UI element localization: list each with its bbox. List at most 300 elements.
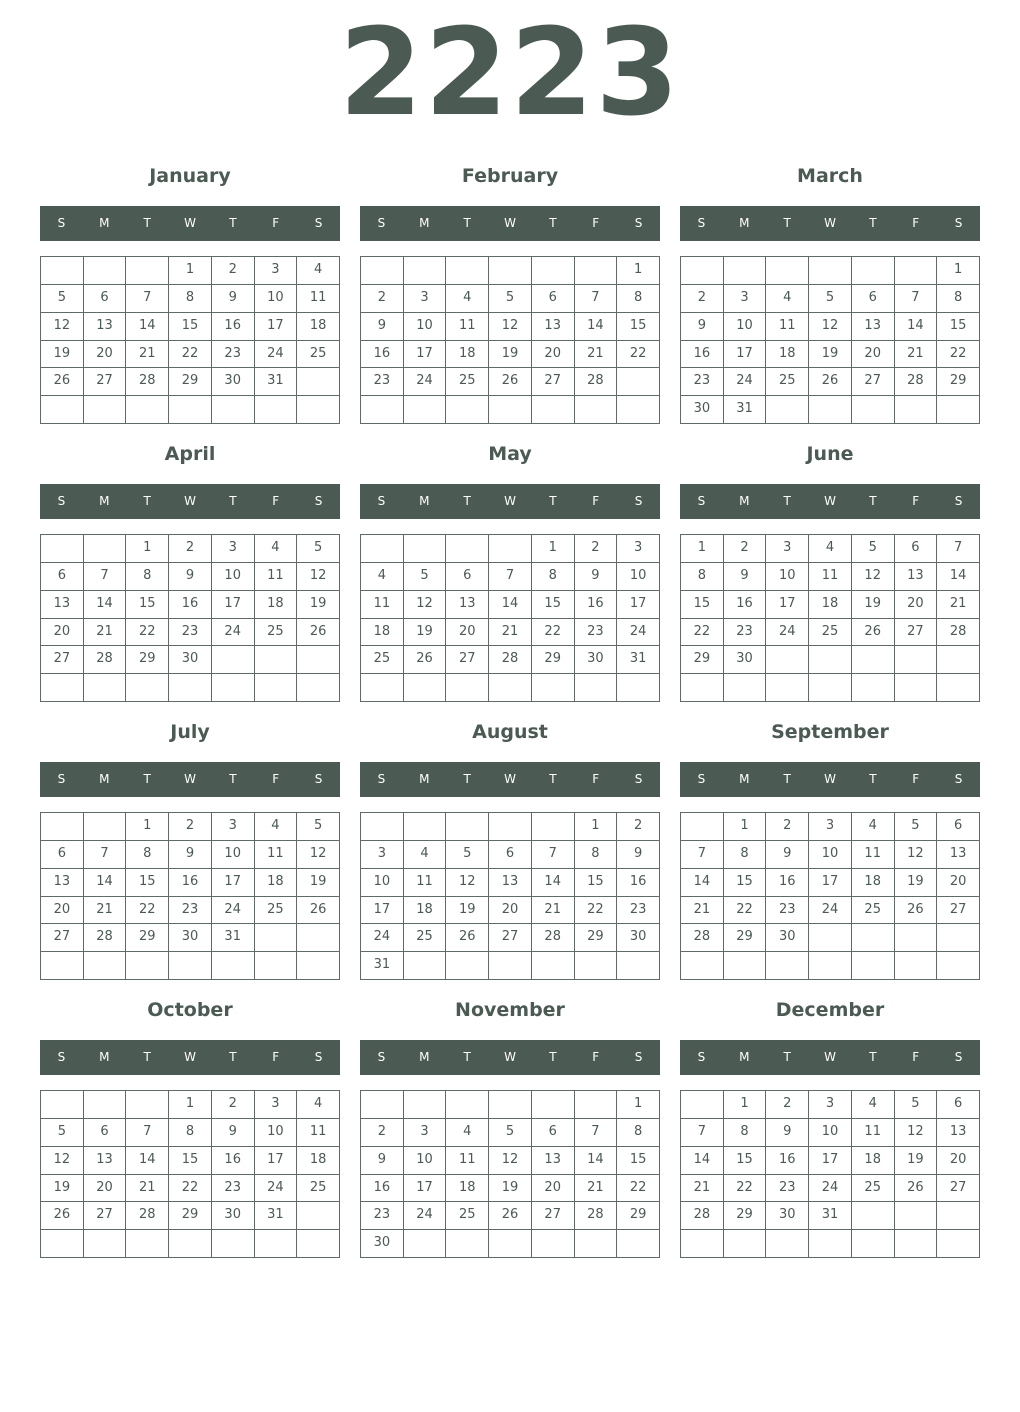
- day-cell: 14: [895, 313, 938, 341]
- day-cell: 14: [532, 869, 575, 897]
- day-cell: 2: [169, 535, 212, 563]
- weekday-label: M: [739, 216, 750, 230]
- day-cell: 18: [766, 341, 809, 369]
- day-cell: 20: [937, 869, 980, 897]
- month-name: January: [149, 165, 231, 187]
- empty-day-cell: [446, 535, 489, 563]
- day-cell: 27: [84, 1202, 127, 1230]
- day-cell: 5: [297, 535, 340, 563]
- empty-day-cell: [617, 396, 660, 424]
- day-cell: 27: [532, 1202, 575, 1230]
- weekday-header: [360, 484, 660, 519]
- day-cell: 15: [724, 869, 767, 897]
- day-cell: 4: [361, 563, 404, 591]
- day-cell: 18: [852, 869, 895, 897]
- day-cell: 20: [852, 341, 895, 369]
- day-cell: 3: [809, 1091, 852, 1119]
- day-cell: 8: [126, 841, 169, 869]
- day-cell: 7: [937, 535, 980, 563]
- day-cell: 2: [575, 535, 618, 563]
- empty-day-cell: [212, 674, 255, 702]
- empty-day-cell: [895, 952, 938, 980]
- day-cell: 6: [84, 285, 127, 313]
- day-cell: 16: [617, 869, 660, 897]
- day-cell: 1: [617, 1091, 660, 1119]
- day-cell: 19: [489, 341, 532, 369]
- weekday-label: T: [463, 494, 471, 508]
- empty-day-cell: [895, 1230, 938, 1258]
- day-cell: 29: [126, 646, 169, 674]
- day-cell: 1: [575, 813, 618, 841]
- day-cell: 7: [532, 841, 575, 869]
- day-cell: 23: [766, 1175, 809, 1203]
- weekday-label: S: [697, 494, 706, 508]
- day-cell: 11: [852, 1119, 895, 1147]
- empty-day-cell: [41, 952, 84, 980]
- weekday-label: W: [184, 772, 196, 786]
- weekday-label: M: [419, 772, 430, 786]
- empty-day-cell: [852, 924, 895, 952]
- empty-day-cell: [255, 674, 298, 702]
- day-cell: 3: [766, 535, 809, 563]
- day-cell: 14: [681, 869, 724, 897]
- day-cell: 17: [255, 1147, 298, 1175]
- day-cell: 13: [84, 1147, 127, 1175]
- weekday-label: S: [697, 216, 706, 230]
- weekday-label: S: [377, 494, 386, 508]
- day-cell: 13: [41, 869, 84, 897]
- day-cell: 5: [895, 813, 938, 841]
- day-cell: 1: [724, 1091, 767, 1119]
- day-cell: 15: [724, 1147, 767, 1175]
- day-cell: 20: [895, 591, 938, 619]
- day-cell: 27: [852, 368, 895, 396]
- day-cell: 15: [937, 313, 980, 341]
- weekday-label: S: [377, 216, 386, 230]
- day-cell: 16: [766, 1147, 809, 1175]
- day-cell: 1: [532, 535, 575, 563]
- empty-day-cell: [404, 813, 447, 841]
- month-name: October: [147, 999, 233, 1021]
- weekday-label: S: [314, 216, 323, 230]
- empty-day-cell: [84, 952, 127, 980]
- day-cell: 12: [489, 313, 532, 341]
- empty-day-cell: [126, 396, 169, 424]
- day-cell: 30: [766, 924, 809, 952]
- weekday-label: T: [463, 216, 471, 230]
- weekday-label: F: [272, 772, 280, 786]
- empty-day-cell: [809, 924, 852, 952]
- weekday-header: [680, 484, 980, 519]
- weekday-label: S: [57, 1050, 66, 1064]
- empty-day-cell: [255, 646, 298, 674]
- day-cell: 27: [895, 619, 938, 647]
- day-cell: 6: [852, 285, 895, 313]
- empty-day-cell: [937, 1202, 980, 1230]
- day-cell: 9: [212, 285, 255, 313]
- day-cell: 31: [809, 1202, 852, 1230]
- empty-day-cell: [361, 535, 404, 563]
- empty-day-cell: [446, 813, 489, 841]
- day-cell: 17: [617, 591, 660, 619]
- empty-day-cell: [404, 1091, 447, 1119]
- empty-day-cell: [575, 1091, 618, 1119]
- day-cell: 7: [895, 285, 938, 313]
- day-cell: 22: [169, 1175, 212, 1203]
- empty-day-cell: [681, 952, 724, 980]
- day-cell: 23: [169, 897, 212, 925]
- empty-day-cell: [617, 1230, 660, 1258]
- day-cell: 30: [361, 1230, 404, 1258]
- weekday-label: S: [634, 772, 643, 786]
- day-cell: 2: [361, 285, 404, 313]
- day-cell: 31: [255, 368, 298, 396]
- day-cell: 10: [766, 563, 809, 591]
- day-grid: [40, 256, 340, 424]
- day-cell: 12: [895, 1119, 938, 1147]
- day-cell: 20: [532, 1175, 575, 1203]
- day-cell: 29: [126, 924, 169, 952]
- day-cell: 1: [169, 1091, 212, 1119]
- day-cell: 23: [617, 897, 660, 925]
- day-cell: 8: [575, 841, 618, 869]
- day-cell: 16: [169, 591, 212, 619]
- day-cell: 25: [361, 646, 404, 674]
- empty-day-cell: [489, 1230, 532, 1258]
- day-cell: 26: [489, 368, 532, 396]
- day-grid: [40, 534, 340, 702]
- day-cell: 31: [361, 952, 404, 980]
- day-cell: 19: [41, 1175, 84, 1203]
- day-cell: 2: [766, 1091, 809, 1119]
- weekday-label: W: [184, 1050, 196, 1064]
- day-cell: 24: [212, 619, 255, 647]
- day-cell: 24: [404, 1202, 447, 1230]
- day-cell: 12: [895, 841, 938, 869]
- weekday-label: W: [824, 772, 836, 786]
- day-cell: 11: [297, 285, 340, 313]
- day-cell: 2: [361, 1119, 404, 1147]
- day-cell: 30: [169, 924, 212, 952]
- empty-day-cell: [766, 674, 809, 702]
- day-cell: 1: [724, 813, 767, 841]
- day-cell: 3: [809, 813, 852, 841]
- day-cell: 24: [766, 619, 809, 647]
- empty-day-cell: [84, 674, 127, 702]
- day-cell: 22: [532, 619, 575, 647]
- weekday-label: S: [634, 1050, 643, 1064]
- day-cell: 17: [212, 869, 255, 897]
- day-cell: 6: [41, 841, 84, 869]
- day-cell: 8: [169, 1119, 212, 1147]
- day-cell: 10: [212, 563, 255, 591]
- month-name: July: [170, 721, 210, 743]
- empty-day-cell: [852, 646, 895, 674]
- day-cell: 24: [724, 368, 767, 396]
- day-cell: 28: [575, 368, 618, 396]
- day-cell: 31: [617, 646, 660, 674]
- day-cell: 8: [126, 563, 169, 591]
- day-cell: 23: [575, 619, 618, 647]
- day-cell: 10: [255, 1119, 298, 1147]
- day-cell: 24: [212, 897, 255, 925]
- weekday-label: W: [824, 1050, 836, 1064]
- day-cell: 18: [255, 869, 298, 897]
- empty-day-cell: [852, 1202, 895, 1230]
- empty-day-cell: [937, 396, 980, 424]
- weekday-label: T: [783, 216, 791, 230]
- day-cell: 30: [681, 396, 724, 424]
- empty-day-cell: [446, 257, 489, 285]
- day-cell: 3: [255, 257, 298, 285]
- day-grid: [680, 1090, 980, 1258]
- day-cell: 25: [255, 897, 298, 925]
- day-cell: 19: [852, 591, 895, 619]
- day-cell: 8: [617, 285, 660, 313]
- day-cell: 16: [212, 1147, 255, 1175]
- day-cell: 1: [126, 813, 169, 841]
- day-cell: 2: [681, 285, 724, 313]
- day-cell: 5: [446, 841, 489, 869]
- day-cell: 28: [681, 924, 724, 952]
- day-cell: 29: [169, 1202, 212, 1230]
- day-cell: 11: [766, 313, 809, 341]
- day-cell: 28: [126, 1202, 169, 1230]
- day-cell: 21: [489, 619, 532, 647]
- weekday-label: W: [824, 216, 836, 230]
- day-cell: 26: [852, 619, 895, 647]
- day-cell: 8: [724, 841, 767, 869]
- year-title: 2223: [339, 4, 681, 143]
- day-cell: 20: [532, 341, 575, 369]
- empty-day-cell: [41, 257, 84, 285]
- empty-day-cell: [937, 924, 980, 952]
- weekday-label: M: [739, 494, 750, 508]
- day-cell: 21: [681, 897, 724, 925]
- day-cell: 27: [446, 646, 489, 674]
- day-cell: 4: [404, 841, 447, 869]
- day-cell: 26: [41, 368, 84, 396]
- day-cell: 12: [297, 563, 340, 591]
- day-cell: 10: [404, 1147, 447, 1175]
- day-cell: 11: [361, 591, 404, 619]
- day-cell: 22: [724, 1175, 767, 1203]
- day-cell: 2: [212, 257, 255, 285]
- day-cell: 4: [297, 1091, 340, 1119]
- day-cell: 15: [126, 591, 169, 619]
- day-cell: 5: [809, 285, 852, 313]
- day-cell: 12: [41, 1147, 84, 1175]
- empty-day-cell: [41, 396, 84, 424]
- day-cell: 9: [681, 313, 724, 341]
- empty-day-cell: [575, 674, 618, 702]
- day-cell: 14: [126, 313, 169, 341]
- day-cell: 30: [575, 646, 618, 674]
- day-cell: 24: [361, 924, 404, 952]
- weekday-header: [680, 206, 980, 241]
- day-cell: 20: [84, 1175, 127, 1203]
- weekday-label: T: [143, 216, 151, 230]
- empty-day-cell: [489, 257, 532, 285]
- day-cell: 19: [446, 897, 489, 925]
- day-cell: 12: [852, 563, 895, 591]
- day-cell: 24: [809, 897, 852, 925]
- day-cell: 29: [169, 368, 212, 396]
- weekday-label: M: [99, 1050, 110, 1064]
- day-cell: 7: [575, 1119, 618, 1147]
- day-cell: 13: [937, 841, 980, 869]
- weekday-label: T: [229, 772, 237, 786]
- day-cell: 11: [404, 869, 447, 897]
- weekday-label: T: [229, 1050, 237, 1064]
- day-cell: 16: [361, 1175, 404, 1203]
- day-cell: 6: [532, 285, 575, 313]
- day-cell: 11: [809, 563, 852, 591]
- day-cell: 25: [446, 368, 489, 396]
- month-name: March: [797, 165, 863, 187]
- day-cell: 31: [212, 924, 255, 952]
- weekday-label: S: [697, 772, 706, 786]
- day-cell: 29: [532, 646, 575, 674]
- day-cell: 3: [617, 535, 660, 563]
- day-cell: 28: [84, 924, 127, 952]
- empty-day-cell: [489, 396, 532, 424]
- weekday-label: T: [143, 772, 151, 786]
- day-cell: 26: [489, 1202, 532, 1230]
- day-cell: 25: [297, 341, 340, 369]
- day-cell: 26: [41, 1202, 84, 1230]
- day-cell: 11: [255, 841, 298, 869]
- day-cell: 18: [361, 619, 404, 647]
- weekday-label: M: [739, 1050, 750, 1064]
- weekday-label: T: [783, 494, 791, 508]
- empty-day-cell: [724, 1230, 767, 1258]
- day-cell: 11: [446, 313, 489, 341]
- day-cell: 18: [446, 341, 489, 369]
- day-cell: 16: [169, 869, 212, 897]
- empty-day-cell: [361, 396, 404, 424]
- day-cell: 3: [212, 535, 255, 563]
- day-cell: 13: [84, 313, 127, 341]
- empty-day-cell: [126, 1230, 169, 1258]
- weekday-label: T: [549, 494, 557, 508]
- day-cell: 7: [681, 1119, 724, 1147]
- day-cell: 27: [489, 924, 532, 952]
- day-cell: 18: [809, 591, 852, 619]
- day-cell: 26: [895, 1175, 938, 1203]
- empty-day-cell: [84, 535, 127, 563]
- empty-day-cell: [169, 674, 212, 702]
- empty-day-cell: [809, 646, 852, 674]
- day-cell: 22: [126, 619, 169, 647]
- day-cell: 7: [84, 563, 127, 591]
- day-cell: 30: [766, 1202, 809, 1230]
- day-cell: 15: [169, 1147, 212, 1175]
- day-cell: 20: [41, 619, 84, 647]
- day-cell: 13: [532, 313, 575, 341]
- day-cell: 12: [809, 313, 852, 341]
- day-cell: 11: [297, 1119, 340, 1147]
- empty-day-cell: [681, 1091, 724, 1119]
- day-grid: [40, 812, 340, 980]
- day-cell: 26: [446, 924, 489, 952]
- day-cell: 5: [297, 813, 340, 841]
- day-cell: 22: [126, 897, 169, 925]
- day-cell: 5: [852, 535, 895, 563]
- day-cell: 22: [681, 619, 724, 647]
- day-cell: 30: [212, 1202, 255, 1230]
- month-name: November: [455, 999, 565, 1021]
- day-cell: 23: [724, 619, 767, 647]
- day-cell: 3: [724, 285, 767, 313]
- day-cell: 17: [809, 1147, 852, 1175]
- day-cell: 21: [575, 341, 618, 369]
- empty-day-cell: [575, 257, 618, 285]
- empty-day-cell: [297, 674, 340, 702]
- weekday-label: F: [272, 1050, 280, 1064]
- day-grid: [680, 534, 980, 702]
- weekday-label: S: [954, 494, 963, 508]
- day-cell: 10: [809, 1119, 852, 1147]
- day-cell: 21: [681, 1175, 724, 1203]
- empty-day-cell: [41, 674, 84, 702]
- empty-day-cell: [724, 257, 767, 285]
- weekday-label: F: [272, 216, 280, 230]
- day-cell: 18: [852, 1147, 895, 1175]
- day-cell: 23: [361, 368, 404, 396]
- day-cell: 26: [809, 368, 852, 396]
- weekday-label: T: [783, 772, 791, 786]
- empty-day-cell: [489, 535, 532, 563]
- day-cell: 24: [404, 368, 447, 396]
- day-cell: 17: [766, 591, 809, 619]
- day-cell: 18: [255, 591, 298, 619]
- day-cell: 4: [446, 1119, 489, 1147]
- day-cell: 4: [255, 535, 298, 563]
- empty-day-cell: [852, 1230, 895, 1258]
- weekday-label: S: [377, 772, 386, 786]
- weekday-header: [360, 206, 660, 241]
- empty-day-cell: [297, 646, 340, 674]
- day-cell: 22: [937, 341, 980, 369]
- day-cell: 13: [937, 1119, 980, 1147]
- empty-day-cell: [937, 674, 980, 702]
- weekday-label: S: [954, 1050, 963, 1064]
- weekday-label: F: [912, 772, 920, 786]
- weekday-label: W: [184, 216, 196, 230]
- day-cell: 14: [575, 313, 618, 341]
- weekday-label: S: [954, 216, 963, 230]
- weekday-label: T: [783, 1050, 791, 1064]
- day-cell: 7: [575, 285, 618, 313]
- day-cell: 9: [361, 313, 404, 341]
- day-cell: 9: [575, 563, 618, 591]
- empty-day-cell: [724, 952, 767, 980]
- day-cell: 4: [852, 1091, 895, 1119]
- empty-day-cell: [895, 674, 938, 702]
- empty-day-cell: [41, 535, 84, 563]
- day-cell: 16: [361, 341, 404, 369]
- day-cell: 30: [212, 368, 255, 396]
- empty-day-cell: [446, 1230, 489, 1258]
- day-cell: 21: [895, 341, 938, 369]
- weekday-label: T: [463, 1050, 471, 1064]
- empty-day-cell: [361, 813, 404, 841]
- empty-day-cell: [681, 813, 724, 841]
- day-cell: 17: [404, 1175, 447, 1203]
- day-cell: 4: [255, 813, 298, 841]
- weekday-label: F: [912, 494, 920, 508]
